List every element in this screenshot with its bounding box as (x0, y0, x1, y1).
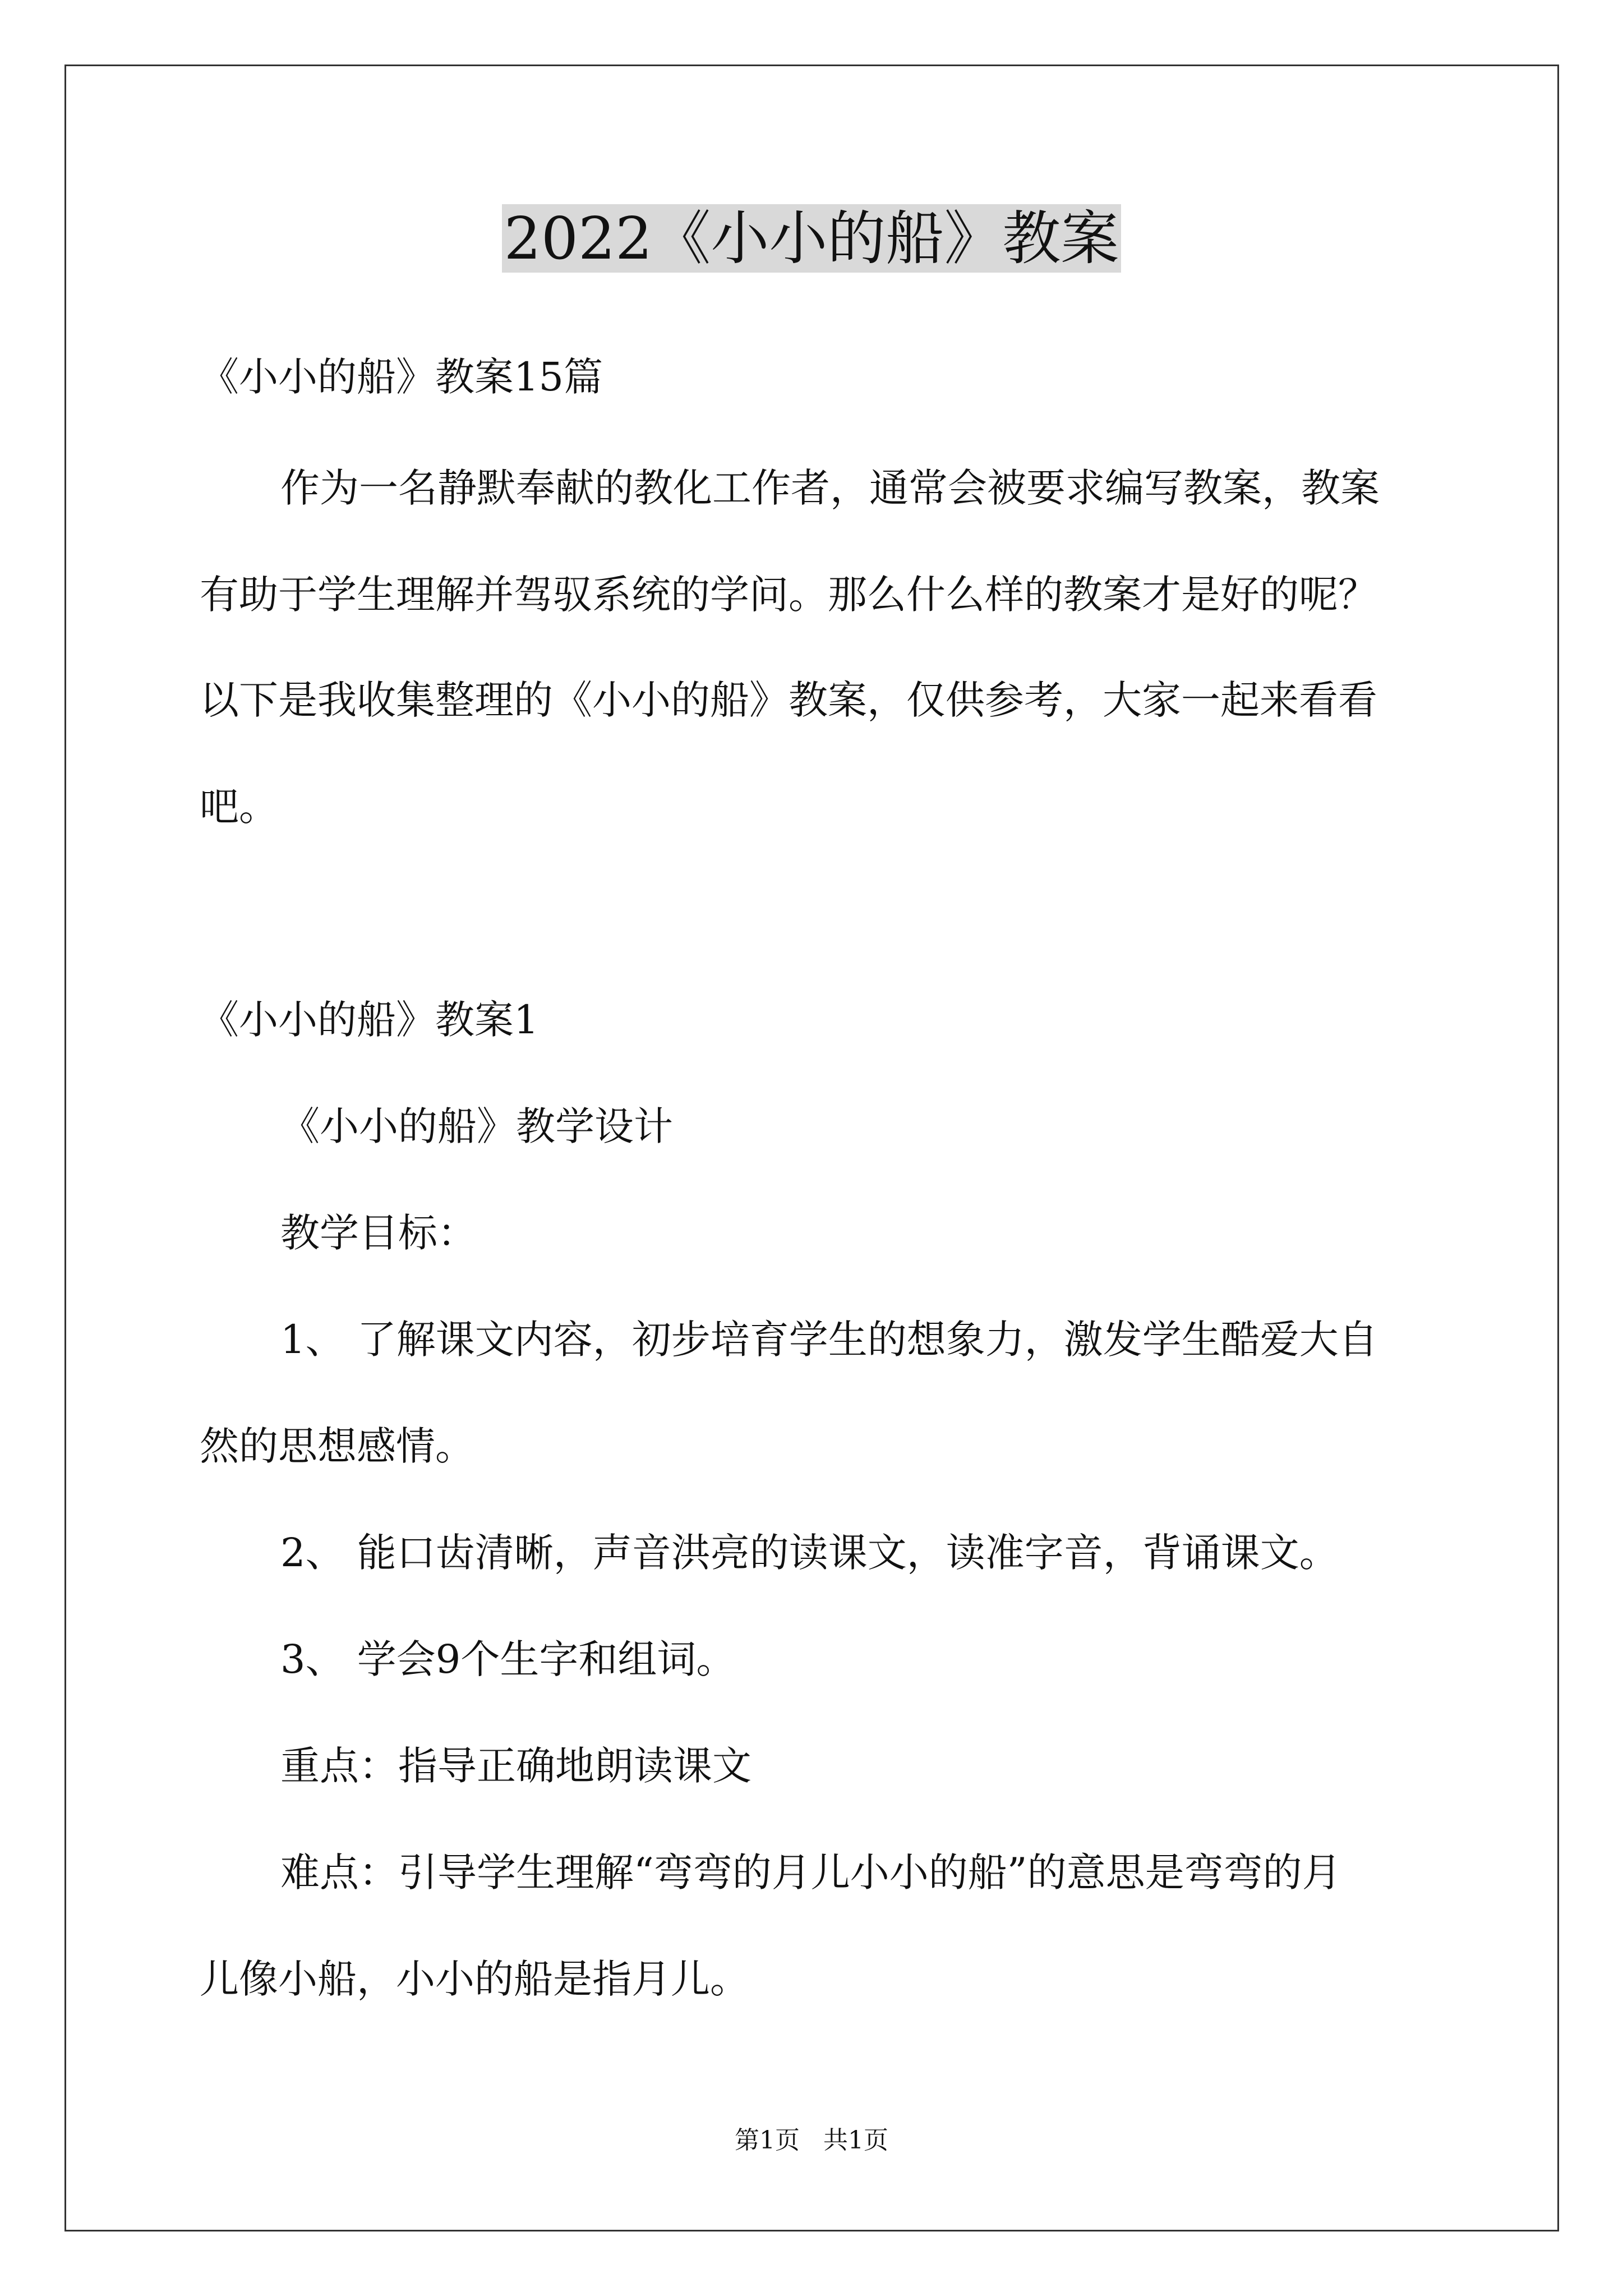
document-title-text: 2022《小小的船》教案 (502, 204, 1122, 273)
goal-1-line-1: 1、 了解课文内容，初步培育学生的想象力，激发学生酷爱大自 (280, 1317, 1378, 1363)
goal-1-line-2: 然的思想感情。 (200, 1423, 474, 1469)
goal-3: 3、 学会9个生字和组词。 (280, 1636, 736, 1682)
design-title: 《小小的船》教学设计 (280, 1103, 673, 1149)
document-subtitle: 《小小的船》教案15篇 (200, 354, 603, 400)
intro-line-2: 有助于学生理解并驾驭系统的学问。那么什么样的教案才是好的呢？ (200, 572, 1377, 618)
document-title (0, 199, 1623, 278)
page-number: 第1页 共1页 (735, 2126, 888, 2155)
intro-line-4: 吧。 (200, 784, 278, 830)
key-point: 重点：指导正确地朗读课文 (280, 1743, 751, 1789)
page-footer (0, 2124, 1623, 2157)
goal-2: 2、 能口齿清晰，声音洪亮的读课文，读准字音，背诵课文。 (280, 1530, 1339, 1576)
difficulty-line-2: 儿像小船，小小的船是指月儿。 (200, 1956, 749, 2002)
goals-label: 教学目标： (280, 1210, 477, 1256)
section-heading: 《小小的船》教案1 (200, 997, 539, 1043)
difficulty-line-1: 难点：引导学生理解“弯弯的月儿小小的船”的意思是弯弯的月 (280, 1849, 1341, 1895)
intro-line-1: 作为一名静默奉献的教化工作者，通常会被要求编写教案，教案 (280, 465, 1380, 511)
intro-line-3: 以下是我收集整理的《小小的船》教案，仅供参考，大家一起来看看 (200, 677, 1377, 723)
